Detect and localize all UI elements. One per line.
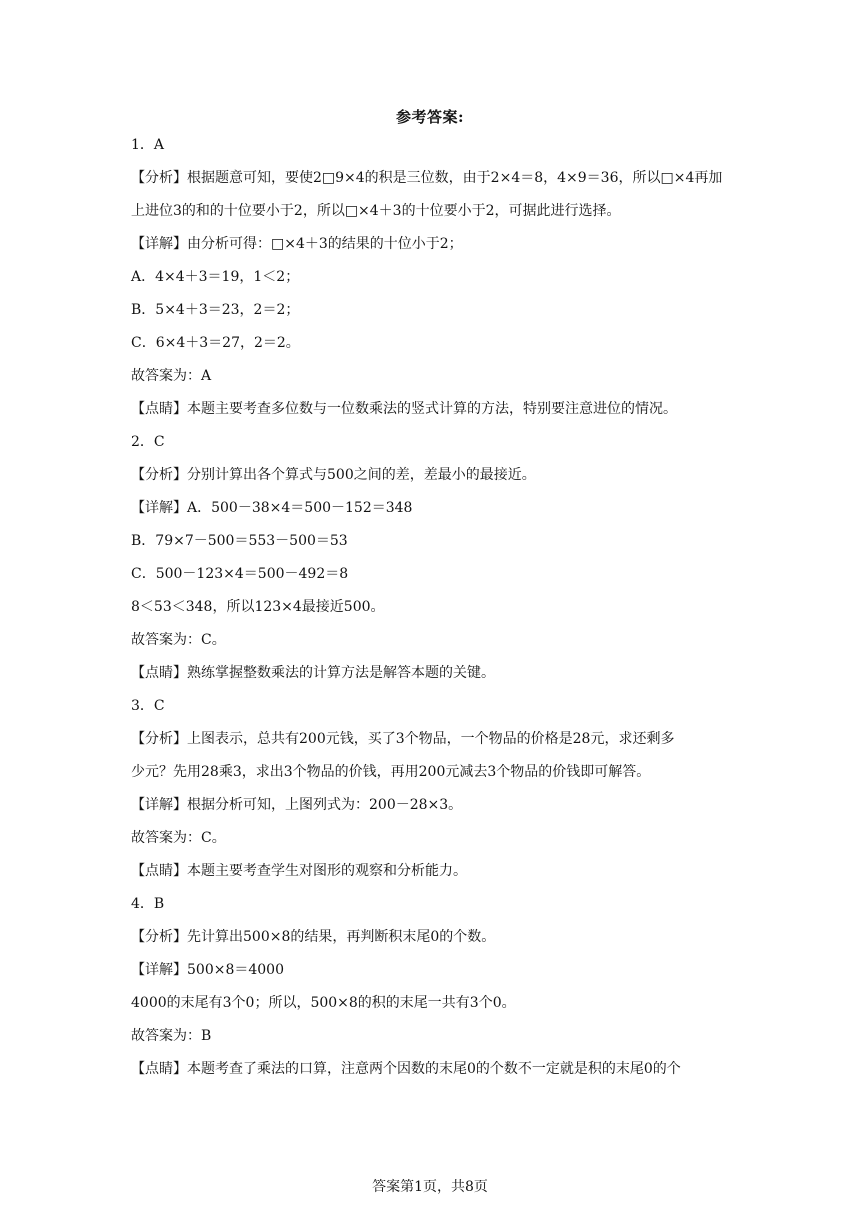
answer-text: 故答案为：C。 (131, 830, 226, 846)
detail-text: 8＜53＜348，所以123×4最接近500。 (131, 599, 385, 615)
page-footer: 答案第1页，共8页 (372, 1179, 488, 1195)
question-number: 1．A (131, 137, 165, 153)
question-number: 4．B (131, 896, 165, 912)
comment-text: 【点睛】本题主要考查多位数与一位数乘法的竖式计算的方法，特别要注意进位的情况。 (131, 401, 677, 417)
detail-text: 【详解】由分析可得：□×4＋3的结果的十位小于2； (131, 236, 463, 252)
analysis-text: 少元？先用28乘3，求出3个物品的价钱，再用200元减去3个物品的价钱即可解答。 (131, 764, 651, 780)
detail-text: 【详解】根据分析可知，上图列式为：200－28×3。 (131, 797, 463, 813)
detail-text: C．6×4＋3＝27，2＝2。 (131, 335, 300, 351)
analysis-text: 【分析】上图表示，总共有200元钱，买了3个物品，一个物品的价格是28元，求还剩多 (131, 731, 675, 747)
detail-text: 【详解】500×8＝4000 (131, 962, 284, 978)
answer-text: 故答案为：A (131, 368, 212, 384)
detail-text: B．79×7－500＝553－500＝53 (131, 533, 348, 549)
answer-content (131, 135, 733, 1079)
detail-text: B．5×4＋3＝23，2＝2； (131, 302, 300, 318)
question-number: 2．C (131, 434, 165, 450)
comment-text: 【点睛】本题主要考查学生对图形的观察和分析能力。 (131, 863, 467, 879)
page-title: 参考答案: (395, 108, 465, 126)
analysis-text: 上进位3的和的十位要小于2，所以□×4＋3的十位要小于2，可据此进行选择。 (131, 203, 621, 219)
analysis-text: 【分析】分别计算出各个算式与500之间的差，差最小的最接近。 (131, 467, 536, 483)
detail-text: 【详解】A．500－38×4＝500－152＝348 (131, 500, 413, 516)
answer-text: 故答案为：C。 (131, 632, 226, 648)
analysis-text: 【分析】先计算出500×8的结果，再判断积末尾0的个数。 (131, 929, 496, 945)
comment-text: 【点睛】熟练掌握整数乘法的计算方法是解答本题的关键。 (131, 665, 495, 681)
comment-text: 【点睛】本题考查了乘法的口算，注意两个因数的末尾0的个数不一定就是积的末尾0的个 (131, 1061, 681, 1077)
analysis-text: 【分析】根据题意可知，要使2□9×4的积是三位数，由于2×4＝8，4×9＝36，所以□×4再加 (131, 170, 723, 186)
detail-text: C．500－123×4＝500－492＝8 (131, 566, 349, 582)
question-number: 3．C (131, 698, 165, 714)
answer-text: 故答案为：B (131, 1028, 212, 1044)
detail-text: A．4×4＋3＝19，1＜2； (131, 269, 300, 285)
detail-text: 4000的末尾有3个0；所以，500×8的积的末尾一共有3个0。 (131, 995, 516, 1011)
